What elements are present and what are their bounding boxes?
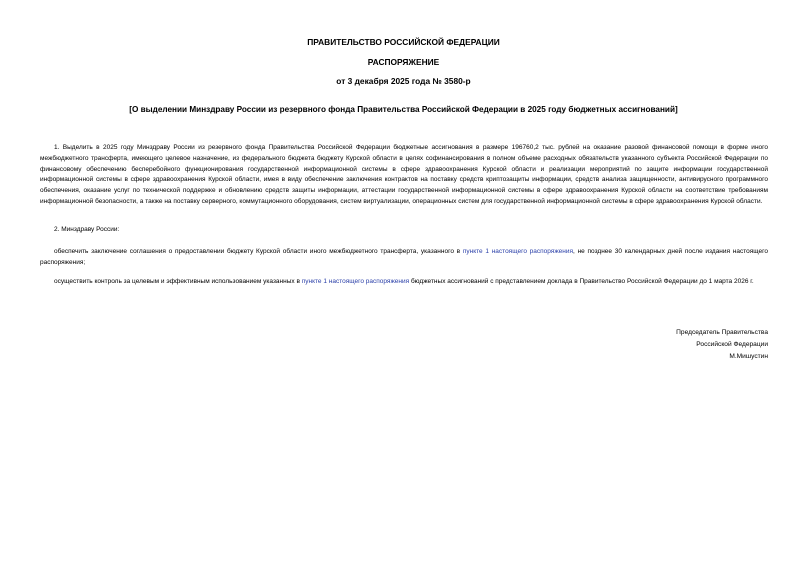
- point-1-link-second[interactable]: пункте 1 настоящего распоряжения: [301, 278, 410, 285]
- paragraph-1: 1. Выделить в 2025 году Минздраву России из резервного фонда Правительства Российской Федерации бюджетные ассигнования в размере 196760,2 тыс. рублей на оказание разовой финансовой помощи в форме иного межбюджетного трансферта, имеющего целевое назначение, из федерального бюджета бюджету Курской области в целях софинансирования в полном объеме расходных обязательств указанного субъекта Российской Федерации по финансовому обеспечению бесперебойного функционирования государственной информационной системы в сфере здравоохранения Курской области и реализации мероприятий по защите информации государственной информационной системы в сфере здравоохранения Курской области, имея в виду обеспечение заключения контрактов на поставку средств криптозащиты информации, средств анализа защищенности, антивирусного программного обеспечения, оказание услуг по технической поддержке и обновлению средств защиты информации, аттестации государственной информационной системы в сфере здравоохранения Курской области на соответствие требованиям информационной безопасности, а также на поставку серверного, коммутационного оборудования, систем виртуализации, операционных систем для государственной информационной системы в сфере здравоохранения Курской области.: [40, 144, 768, 205]
- paragraph-3-text-end: , не позднее 30 календарных дней после издания настоящего распоряжения;: [40, 248, 768, 266]
- paragraph-2: 2. Минздраву России:: [54, 226, 120, 233]
- paragraph-3: [40, 247, 768, 269]
- signature-organization: Российской Федерации: [696, 341, 768, 348]
- paragraph-4: [40, 277, 768, 288]
- signature-position: Председатель Правительства: [676, 329, 768, 336]
- paragraph-4-text-start: осуществить контроль за целевым и эффективным использованием указанных в: [54, 278, 302, 285]
- paragraph-4-text-end: бюджетных ассигнований с представлением доклада в Правительство Российской Федерации до 1 марта 2026 г.: [409, 278, 754, 285]
- signature-name: М.Мишустин: [729, 353, 768, 360]
- signature-block: [676, 327, 768, 363]
- document-type-heading: РАСПОРЯЖЕНИЕ: [367, 57, 440, 67]
- paragraph-3-text-start: обеспечить заключение соглашения о предоставлении бюджету Курской области иного межбюджетного трансферта, указанного в: [54, 248, 463, 255]
- government-heading: ПРАВИТЕЛЬСТВО РОССИЙСКОЙ ФЕДЕРАЦИИ: [307, 37, 500, 47]
- point-1-link[interactable]: пункте 1 настоящего распоряжения: [462, 248, 574, 255]
- document-title: [О выделении Минздраву России из резервного фонда Правительства Российской Федерации в 2025 году бюджетных ассигнований]: [129, 105, 678, 114]
- date-number-line: от 3 декабря 2025 года № 3580-р: [336, 76, 471, 86]
